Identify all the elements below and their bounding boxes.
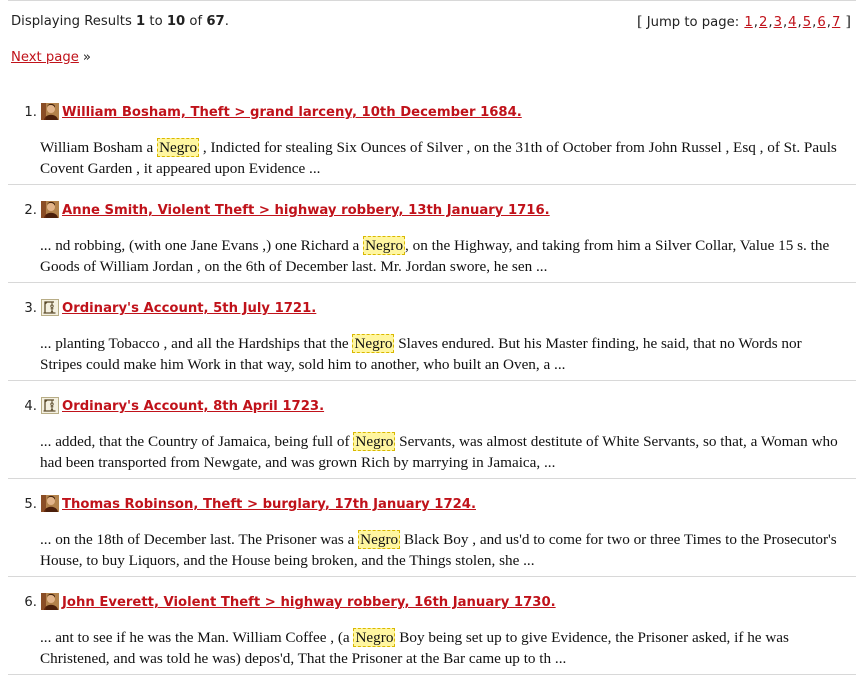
jump-page-list: [743, 15, 841, 30]
result-title-link[interactable]: Anne Smith, Violent Theft > highway robbery, 13th January 1716.: [62, 203, 550, 218]
result-number: 2.: [24, 203, 37, 218]
result-number: 3.: [24, 301, 37, 316]
result-item: [0, 489, 864, 577]
result-header: [0, 293, 864, 319]
snippet-before: ... on the 18th of December last. The Prisoner was a: [40, 531, 359, 548]
result-snippet: [40, 137, 844, 179]
jump-page-separator: ,: [753, 15, 758, 30]
result-title-link[interactable]: John Everett, Violent Theft > highway robbery, 16th January 1730.: [62, 595, 556, 610]
jump-page-link[interactable]: 6: [817, 15, 826, 30]
result-header: [0, 97, 864, 123]
highlighted-term: Negro: [365, 237, 404, 254]
trial-portrait-icon: [41, 495, 59, 512]
jump-page-separator: ,: [812, 15, 817, 30]
snippet-after: Slaves endured. But his Master finding, he said, that no Words nor Stripes could make him Work in that way, sold him to another, who built an Oven, a ...: [40, 335, 802, 373]
next-page-link[interactable]: Next page: [11, 50, 79, 65]
trial-portrait-icon: [41, 201, 59, 218]
result-item: [0, 195, 864, 283]
snippet-before: ... added, that the Country of Jamaica, being full of: [40, 433, 354, 450]
jump-page-separator: ,: [782, 15, 788, 30]
jump-open-bracket: [: [637, 14, 643, 30]
snippet-before: ... planting Tobacco , and all the Hardships that the: [40, 335, 353, 352]
jump-to-page: [637, 14, 851, 30]
result-divider: [8, 380, 856, 381]
result-number: 5.: [24, 497, 37, 512]
trial-portrait-icon: [41, 103, 59, 120]
summary-total: 67: [206, 14, 225, 29]
jump-page-link[interactable]: 5: [802, 15, 812, 30]
result-item: [0, 97, 864, 185]
result-divider: [8, 184, 856, 185]
result-item: [0, 587, 864, 675]
snippet-before: ... nd robbing, (with one Jane Evans ,) one Richard a: [40, 237, 364, 254]
result-item: [0, 293, 864, 381]
snippet-after: Servants, was almost destitute of White Servants, so that, a Woman who had been transported from Newgate, and was grown Rich by marrying in Jamaica, ...: [40, 433, 838, 471]
jump-page-link[interactable]: 3: [773, 15, 782, 30]
highlighted-term: Negro: [354, 335, 393, 352]
summary-from: 1: [136, 14, 146, 29]
jump-page-separator: ,: [826, 15, 831, 30]
result-snippet: [40, 333, 844, 375]
gallows-icon: [41, 397, 59, 414]
snippet-before: ... ant to see if he was the Man. William Coffee , (a: [40, 629, 354, 646]
jump-page-link[interactable]: 4: [788, 15, 797, 30]
result-item: [0, 391, 864, 479]
summary-prefix: Displaying Results: [11, 14, 132, 29]
summary-to: 10: [166, 14, 186, 29]
top-divider: [8, 0, 856, 1]
highlighted-term: Negro: [355, 433, 394, 450]
result-header: [0, 391, 864, 417]
result-header: [0, 587, 864, 613]
trial-portrait-icon: [41, 593, 59, 610]
jump-page-link[interactable]: 7: [831, 15, 841, 30]
result-title-link[interactable]: Ordinary's Account, 5th July 1721.: [62, 301, 317, 316]
next-page-arrow: »: [82, 50, 91, 65]
highlighted-term: Negro: [355, 629, 394, 646]
result-header: [0, 489, 864, 515]
snippet-after: , Indicted for stealing Six Ounces of Silver , on the 31th of October from John Russel , Esq , of St. Pauls Covent Garden , it appeared upon Evidence ...: [40, 139, 837, 177]
result-divider: [8, 478, 856, 479]
jump-page-link[interactable]: 1: [744, 15, 753, 30]
result-title-link[interactable]: Ordinary's Account, 8th April 1723.: [62, 399, 325, 414]
jump-label: Jump to page:: [646, 15, 740, 30]
result-snippet: [40, 235, 844, 277]
result-number: 4.: [24, 399, 37, 414]
snippet-after: Boy being set up to give Evidence, the Prisoner asked, if he was Christened, and was told he was) depos'd, That the Prisoner at the Bar came up to th ...: [40, 629, 789, 667]
result-snippet: [40, 529, 844, 571]
snippet-after: , on the Highway, and taking from him a Silver Collar, Value 15 s. the Goods of William Jordan , on the 6th of December last. Mr. Jordan swore, he sen ...: [40, 237, 830, 275]
highlighted-term: Negro: [360, 531, 399, 548]
result-number: 1.: [24, 105, 37, 120]
highlighted-term: Negro: [159, 139, 198, 156]
result-title-link[interactable]: William Bosham, Theft > grand larceny, 10th December 1684.: [62, 105, 522, 120]
result-header: [0, 195, 864, 221]
jump-page-separator: ,: [797, 15, 802, 30]
results-summary: [11, 14, 229, 29]
summary-of-word: of: [189, 14, 203, 29]
jump-page-link[interactable]: 2: [758, 15, 768, 30]
snippet-before: William Bosham a: [40, 139, 158, 156]
summary-suffix: .: [224, 14, 229, 29]
result-number: 6.: [24, 595, 37, 610]
snippet-after: Black Boy , and us'd to come for two or three Times to the Prosecutor's House, to buy Liquors, and the House being broken, and the Things stolen, she ...: [40, 531, 837, 569]
next-page: [11, 50, 91, 65]
summary-to-word: to: [149, 14, 163, 29]
jump-close-bracket: ]: [845, 14, 851, 30]
jump-page-separator: ,: [768, 15, 773, 30]
result-divider: [8, 576, 856, 577]
result-divider: [8, 282, 856, 283]
result-snippet: [40, 627, 844, 669]
result-title-link[interactable]: Thomas Robinson, Theft > burglary, 17th January 1724.: [62, 497, 476, 512]
results-list: [0, 97, 864, 675]
gallows-icon: [41, 299, 59, 316]
result-snippet: [40, 431, 844, 473]
